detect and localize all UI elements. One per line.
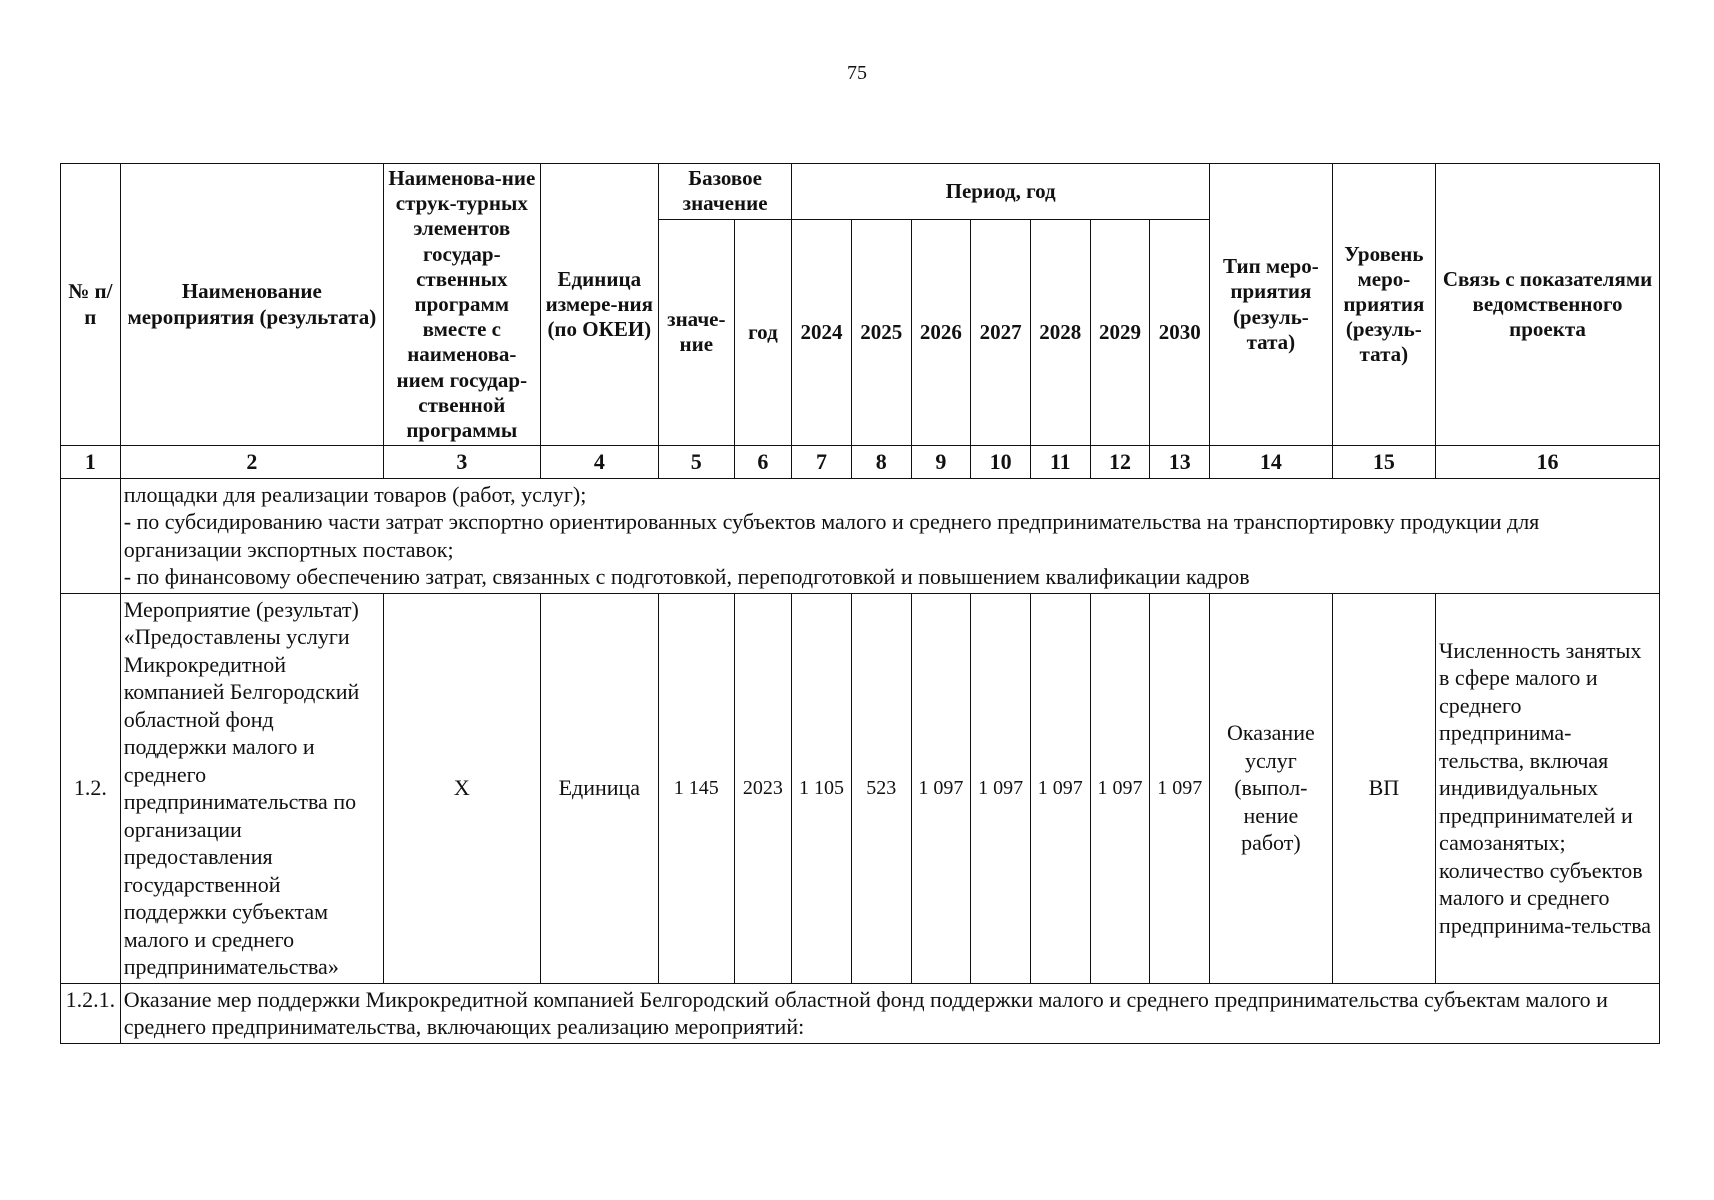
column-number: 11 [1030, 446, 1090, 479]
header-year-2024: 2024 [792, 219, 852, 446]
header-year-2030: 2030 [1150, 219, 1210, 446]
column-number: 3 [383, 446, 540, 479]
continuation-row [61, 478, 1660, 593]
column-number: 6 [734, 446, 792, 479]
value-2027: 1 097 [971, 593, 1031, 983]
measure-level: ВП [1332, 593, 1435, 983]
measure-name: Мероприятие (результат) «Предоставлены услуги Микрокредитной компанией Белгородский областной фонд поддержки малого и среднего предпринимательства по организации предоставления государственной поддержки субъектам малого и среднего предпринимательства» [120, 593, 383, 983]
header-year-2025: 2025 [851, 219, 911, 446]
header-structural-elements: Наименова-ние струк-турных элементов государ-ственных программ вместе с наименова-нием государ-ственной программы [383, 164, 540, 446]
structural-element: Х [383, 593, 540, 983]
value-2026: 1 097 [911, 593, 971, 983]
header-year-2029: 2029 [1090, 219, 1150, 446]
unit: Единица [540, 593, 658, 983]
value-2025: 523 [851, 593, 911, 983]
column-number: 1 [61, 446, 121, 479]
header-year-2026: 2026 [911, 219, 971, 446]
column-number: 9 [911, 446, 971, 479]
continuation-line: - по финансовому обеспечению затрат, связанных с подготовкой, переподготовкой и повышением квалификации кадров [123, 564, 1250, 590]
measure-type: Оказание услуг (выпол-нение работ) [1210, 593, 1333, 983]
value-2028: 1 097 [1030, 593, 1090, 983]
value-2024: 1 105 [792, 593, 852, 983]
column-number: 13 [1150, 446, 1210, 479]
header-base: Базовое значение [658, 164, 791, 220]
header-period: Период, год [792, 164, 1210, 220]
base-year: 2023 [734, 593, 792, 983]
sub-measure-text: Оказание мер поддержки Микрокредитной компанией Белгородский областной фонд поддержки малого и среднего предпринимательства субъектам малого и среднего предпринимательства, включающих реализацию мероприятий: [120, 983, 1659, 1043]
header-link: Связь с показателями ведомственного проекта [1436, 164, 1660, 446]
row-num: 1.2. [61, 593, 121, 983]
header-name: Наименование мероприятия (результата) [120, 164, 383, 446]
header-base-value: значе-ние [658, 219, 734, 446]
header-base-year: год [734, 219, 792, 446]
page-number: 75 [847, 62, 867, 84]
continuation-line: площадки для реализации товаров (работ, услуг); [123, 481, 587, 507]
column-number: 15 [1332, 446, 1435, 479]
column-number: 16 [1436, 446, 1660, 479]
project-indicators-link: Численность занятых в сфере малого и среднего предпринима-тельства, включая индивидуальных предпринимателей и самозанятых; количество субъектов малого и среднего предпринима-тельства [1436, 593, 1660, 983]
table-row-1-2-1 [61, 983, 1660, 1043]
header-type: Тип меро-приятия (резуль-тата) [1210, 164, 1333, 446]
continuation-line: - по субсидированию части затрат экспортно ориентированных субъектов малого и среднего предпринимательства на транспортировку продукции для организации экспортных поставок; [123, 509, 1540, 562]
column-number: 5 [658, 446, 734, 479]
continuation-text [120, 478, 1659, 593]
column-number: 2 [120, 446, 383, 479]
header-num: № п/п [61, 164, 121, 446]
continuation-num-cell [61, 478, 121, 593]
column-number: 10 [971, 446, 1031, 479]
value-2030: 1 097 [1150, 593, 1210, 983]
header-unit: Единица измере-ния (по ОКЕИ) [540, 164, 658, 446]
column-number: 8 [851, 446, 911, 479]
table-row-1-2 [61, 593, 1660, 983]
column-number: 4 [540, 446, 658, 479]
column-number: 7 [792, 446, 852, 479]
column-number: 12 [1090, 446, 1150, 479]
measures-table [60, 163, 1660, 1044]
header-year-2028: 2028 [1030, 219, 1090, 446]
header-year-2027: 2027 [971, 219, 1031, 446]
row-num: 1.2.1. [61, 983, 121, 1043]
column-number: 14 [1210, 446, 1333, 479]
base-value: 1 145 [658, 593, 734, 983]
value-2029: 1 097 [1090, 593, 1150, 983]
header-level: Уровень меро-приятия (резуль-тата) [1332, 164, 1435, 446]
